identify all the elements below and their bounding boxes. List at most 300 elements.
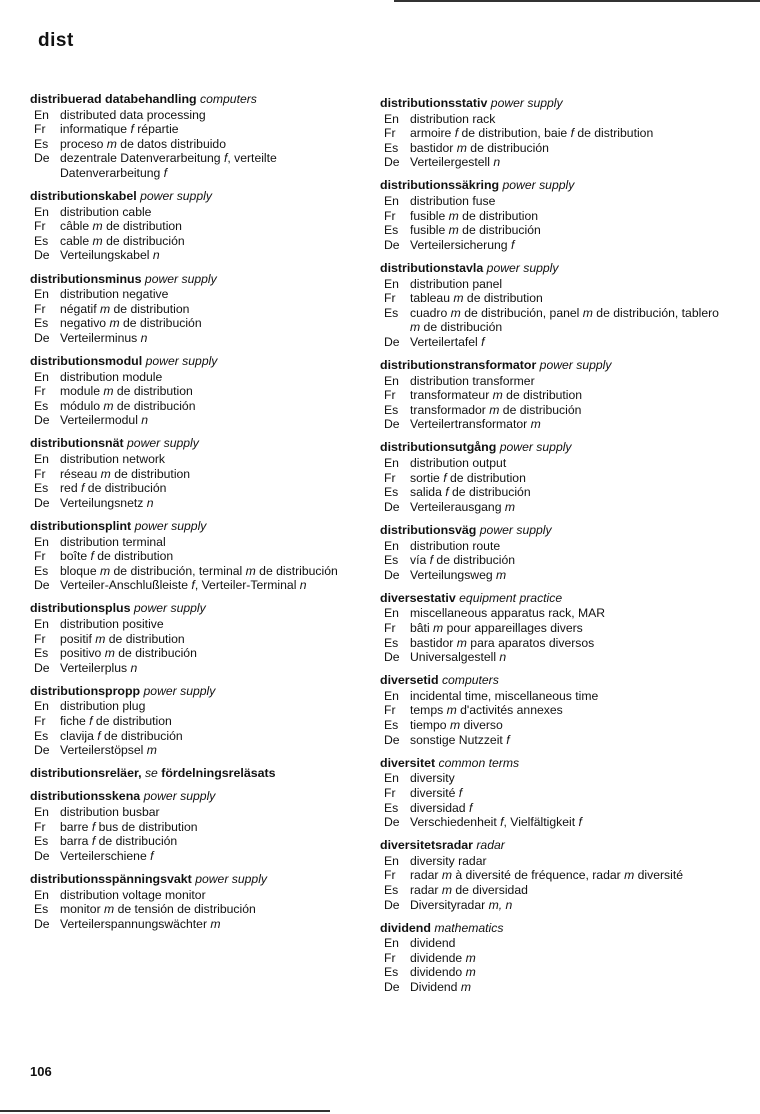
gender-label: m <box>99 563 111 578</box>
gender-label: n <box>141 413 149 428</box>
translation-es <box>380 306 725 335</box>
gender-label: m <box>456 140 467 155</box>
translation-de <box>380 733 725 748</box>
language-code: Es <box>34 834 49 849</box>
gender-label: m <box>92 219 103 234</box>
translation-de <box>380 417 725 432</box>
subject-domain: computers <box>200 92 257 106</box>
gender-label: m <box>504 499 516 514</box>
translation-en <box>30 699 370 714</box>
language-code: De <box>384 650 400 665</box>
translation-de <box>380 335 725 350</box>
language-code: Fr <box>384 950 396 965</box>
translation-en <box>380 277 725 292</box>
translation-es <box>380 553 725 568</box>
translation-es <box>30 902 370 917</box>
dictionary-entry <box>30 789 370 863</box>
translation-term: temps m d'activités annexes <box>410 703 563 718</box>
language-code: De <box>384 897 400 912</box>
language-code: Es <box>34 136 49 151</box>
translation-fr <box>30 820 370 835</box>
left-column <box>30 92 370 940</box>
translation-term: Diversityradar m, n <box>410 897 513 912</box>
translation-term: fiche f de distribution <box>60 714 172 729</box>
dictionary-entry <box>30 436 370 510</box>
headword: diversestativ <box>380 590 456 605</box>
language-code: De <box>34 848 50 863</box>
translation-fr <box>380 621 725 636</box>
translation-fr <box>380 951 725 966</box>
translation-term: Verteilungsnetz n <box>60 495 154 510</box>
language-code: Es <box>384 402 399 417</box>
translation-term: bastidor m para aparatos diversos <box>410 635 595 650</box>
translation-fr <box>30 384 370 399</box>
translation-term: cable m de distribución <box>60 233 185 248</box>
gender-label: m <box>92 233 103 248</box>
translation-term: positif m de distribution <box>60 631 185 646</box>
translation-en <box>30 108 370 123</box>
language-code: En <box>34 369 49 384</box>
language-code: En <box>384 538 399 553</box>
headword: dividend <box>380 920 431 935</box>
language-code: Fr <box>384 208 396 223</box>
translation-en <box>380 374 725 389</box>
gender-label: m <box>146 743 157 758</box>
dictionary-entry <box>380 838 725 912</box>
language-code: Fr <box>34 631 46 646</box>
language-code: En <box>384 276 399 291</box>
translation-fr <box>30 122 370 137</box>
translation-term: distribution network <box>60 452 165 467</box>
headword: distributionsväg <box>380 522 477 537</box>
headword-line <box>380 673 725 688</box>
subject-domain: common terms <box>438 755 520 770</box>
translation-term: tableau m de distribution <box>410 291 543 306</box>
translation-term: red f de distribución <box>60 481 167 496</box>
translation-en <box>30 535 370 550</box>
language-code: En <box>34 287 49 302</box>
gender-label: n <box>152 248 160 263</box>
translation-de <box>30 151 370 180</box>
translation-es <box>30 646 370 661</box>
translation-term: Verteilerstöpsel m <box>60 743 157 758</box>
language-code: En <box>34 107 49 122</box>
translation-term: diversité f <box>410 785 463 800</box>
translation-fr <box>380 126 725 141</box>
translation-term: diversity radar <box>410 853 487 868</box>
dictionary-entry <box>30 766 370 781</box>
language-code: En <box>384 373 399 388</box>
gender-label: m <box>100 466 111 481</box>
translation-term: bâti m pour appareillages divers <box>410 621 583 635</box>
gender-label: f <box>570 126 574 141</box>
language-code: Es <box>34 316 49 331</box>
translation-term: distribution positive <box>60 617 164 631</box>
gender-label: m <box>210 916 221 931</box>
language-code: De <box>384 237 400 252</box>
headword-line <box>380 523 725 538</box>
headword: distributionsutgång <box>380 440 497 455</box>
subject-domain: power supply <box>143 789 216 804</box>
translation-de <box>380 238 725 253</box>
translation-en <box>380 606 725 621</box>
translation-term: distribution terminal <box>60 534 166 549</box>
translation-term: Universalgestell n <box>410 650 507 665</box>
headword-line <box>380 756 725 771</box>
language-code: En <box>34 699 49 714</box>
language-code: En <box>34 617 49 631</box>
gender-label: f <box>500 815 504 830</box>
language-code: En <box>384 853 399 868</box>
gender-label: m <box>465 965 476 980</box>
translation-fr <box>380 868 725 883</box>
translation-term: distribution route <box>410 538 501 553</box>
translation-es <box>380 883 725 898</box>
bottom-rule <box>0 1110 330 1112</box>
translation-term: distribution busbar <box>60 805 160 820</box>
translation-fr <box>30 467 370 482</box>
translation-de <box>380 500 725 515</box>
subject-domain: power supply <box>486 260 559 275</box>
language-code: En <box>34 534 49 549</box>
translation-es <box>380 718 725 733</box>
translation-en <box>30 805 370 820</box>
translation-term: monitor m de tensión de distribución <box>60 902 256 917</box>
see-reference-label: se <box>144 766 158 781</box>
gender-label: m <box>104 646 115 661</box>
translation-fr <box>380 703 725 718</box>
headword: diversitet <box>380 755 436 770</box>
language-code: Es <box>34 481 49 496</box>
headword: distribuerad databehandling <box>30 92 197 106</box>
translation-de <box>30 496 370 511</box>
language-code: Es <box>384 718 399 733</box>
headword-line <box>380 96 725 111</box>
headword: distributionsnät <box>30 436 124 451</box>
gender-label: m <box>450 305 461 320</box>
headword-line <box>30 872 370 887</box>
language-code: En <box>34 887 49 902</box>
gender-label: m <box>95 631 106 646</box>
gender-label: f <box>445 485 449 500</box>
gender-label: f <box>90 549 94 564</box>
language-code: Fr <box>384 388 396 403</box>
language-code: Es <box>384 223 399 238</box>
gender-label: m <box>109 316 120 331</box>
headword-line <box>30 684 370 699</box>
headword: distributionsreläer, <box>30 766 142 781</box>
dictionary-entry <box>380 440 725 514</box>
translation-term: barre f bus de distribution <box>60 819 198 834</box>
gender-label: f <box>130 122 134 137</box>
language-code: Fr <box>34 122 46 137</box>
gender-label: f <box>454 126 459 141</box>
subject-domain: power supply <box>140 189 212 204</box>
gender-label: m <box>441 883 452 897</box>
right-column <box>380 96 725 1003</box>
subject-domain: power supply <box>127 436 199 451</box>
language-code: Es <box>384 305 399 320</box>
translation-term: incidental time, miscellaneous time <box>410 688 599 703</box>
translation-de <box>380 650 725 665</box>
translation-term: proceso m de datos distribuido <box>60 136 226 151</box>
translation-en <box>30 287 370 302</box>
gender-label: m <box>103 398 114 413</box>
see-reference-target[interactable]: fördelningsreläsats <box>161 766 276 781</box>
translation-term: boîte f de distribution <box>60 549 174 564</box>
headword-line <box>30 436 370 451</box>
gender-label: f <box>91 819 96 834</box>
translation-de <box>30 578 370 593</box>
gender-label: m <box>449 718 461 733</box>
dictionary-entry <box>30 189 370 263</box>
translation-term: distribution plug <box>60 699 146 714</box>
language-code: De <box>34 413 50 428</box>
headword-line <box>380 921 725 936</box>
translation-en <box>30 452 370 467</box>
dictionary-entry <box>30 872 370 931</box>
translation-term: dividendo m <box>410 965 476 980</box>
language-code: Fr <box>34 819 46 834</box>
language-code: De <box>34 248 50 263</box>
translation-en <box>380 539 725 554</box>
translation-term: Verteilungskabel n <box>60 248 160 263</box>
subject-domain: power supply <box>479 522 552 537</box>
language-code: En <box>34 204 49 219</box>
translation-term: réseau m de distribution <box>60 466 191 481</box>
translation-term: distribution output <box>410 456 507 471</box>
gender-label: m <box>448 208 459 223</box>
gender-label: m, n <box>488 897 513 912</box>
subject-domain: computers <box>441 673 499 688</box>
gender-label: m <box>453 291 464 306</box>
headword-line <box>380 440 725 455</box>
dictionary-entry <box>380 921 725 995</box>
language-code: Es <box>384 800 399 815</box>
translation-de <box>30 849 370 864</box>
translation-term: Verteilerplus n <box>60 660 138 675</box>
translation-term: Verteilersicherung f <box>410 237 515 252</box>
translation-es <box>30 564 370 579</box>
gender-label: f <box>150 848 154 863</box>
language-code: Es <box>384 965 399 980</box>
gender-label: m <box>410 320 421 335</box>
translation-term: distributed data processing <box>60 107 206 122</box>
language-code: De <box>34 330 50 345</box>
translation-term: Verteilertransformator m <box>410 417 541 432</box>
dictionary-entry <box>380 756 725 830</box>
subject-domain: power supply <box>133 601 206 616</box>
translation-fr <box>30 714 370 729</box>
translation-term: distribution rack <box>410 111 496 126</box>
translation-term: distribution cable <box>60 204 152 219</box>
translation-term: distribution negative <box>60 287 169 302</box>
gender-label: m <box>245 563 256 578</box>
language-code: De <box>34 916 50 931</box>
subject-domain: mathematics <box>434 920 504 935</box>
subject-domain: power supply <box>490 96 563 110</box>
language-code: En <box>384 771 399 786</box>
translation-term: negativo m de distribución <box>60 316 202 331</box>
translation-term: Verschiedenheit f, Vielfältigkeit f <box>410 815 582 830</box>
translation-term: positivo m de distribución <box>60 646 197 661</box>
dictionary-entry <box>380 358 725 432</box>
translation-term: distribution panel <box>410 276 503 291</box>
headword: distributionsstativ <box>380 96 488 110</box>
dictionary-entry <box>30 519 370 593</box>
translation-term: distribution voltage monitor <box>60 887 206 902</box>
translation-term: bastidor m de distribución <box>410 140 549 155</box>
translation-fr <box>380 209 725 224</box>
language-code: Fr <box>384 868 396 883</box>
headword-line <box>30 354 370 369</box>
translation-term: distribution fuse <box>410 194 496 209</box>
translation-term: sortie f de distribution <box>410 470 526 485</box>
language-code: Es <box>34 563 49 578</box>
translation-term: diversity <box>410 771 455 786</box>
gender-label: m <box>582 305 593 320</box>
subject-domain: power supply <box>143 683 216 698</box>
language-code: Fr <box>384 621 396 635</box>
language-code: Es <box>384 883 399 897</box>
headword-line <box>30 189 370 204</box>
translation-term: módulo m de distribución <box>60 398 196 413</box>
gender-label: n <box>140 330 148 345</box>
translation-fr <box>30 632 370 647</box>
translation-fr <box>30 302 370 317</box>
translation-es <box>380 223 725 238</box>
language-code: En <box>384 606 399 621</box>
headword: distributionsmodul <box>30 354 143 368</box>
language-code: Fr <box>34 549 46 564</box>
translation-es <box>30 481 370 496</box>
language-code: Fr <box>34 384 46 399</box>
subject-domain: power supply <box>144 271 217 286</box>
language-code: De <box>384 815 400 830</box>
language-code: En <box>384 936 399 951</box>
gender-label: m <box>441 868 452 883</box>
subject-domain: power supply <box>195 871 267 886</box>
headword: diversitetsradar <box>380 838 473 853</box>
translation-term: clavija f de distribución <box>60 728 183 743</box>
translation-de <box>30 661 370 676</box>
gender-label: m <box>103 384 114 399</box>
translation-en <box>380 112 725 127</box>
gender-label: f <box>163 165 168 180</box>
translation-term: Verteilerausgang m <box>410 499 516 514</box>
headword-line <box>380 178 725 193</box>
translation-term: Verteilertafel f <box>410 334 485 349</box>
gender-label: m <box>433 621 444 635</box>
translation-es <box>30 316 370 331</box>
headword: distributionsplint <box>30 518 132 533</box>
translation-term: Verteilerschiene f <box>60 848 154 863</box>
translation-de <box>380 155 725 170</box>
translation-de <box>380 568 725 583</box>
translation-es <box>380 403 725 418</box>
gender-label: f <box>443 470 447 485</box>
language-code: Es <box>384 140 399 155</box>
language-code: Fr <box>34 219 46 234</box>
translation-fr <box>380 786 725 801</box>
translation-term: Verteiler-Anschlußleiste f, Verteiler-Terminal n <box>60 578 307 593</box>
translation-term: module m de distribution <box>60 384 193 399</box>
translation-en <box>380 456 725 471</box>
language-code: En <box>34 452 49 467</box>
gender-label: f <box>223 151 228 166</box>
dictionary-entry <box>30 92 370 181</box>
language-code: De <box>384 980 400 995</box>
headword-line <box>30 601 370 616</box>
headword-line <box>380 838 725 853</box>
language-code: Fr <box>384 126 396 141</box>
language-code: Es <box>384 553 399 568</box>
translation-term: fusible m de distribución <box>410 223 541 238</box>
dictionary-entry <box>380 96 725 170</box>
language-code: Es <box>34 398 49 413</box>
gender-label: f <box>97 728 101 743</box>
translation-fr <box>380 388 725 403</box>
language-code: De <box>34 151 50 166</box>
dictionary-entry <box>30 272 370 346</box>
language-code: Fr <box>34 714 46 729</box>
headword: distributionsskena <box>30 789 141 804</box>
translation-term: cuadro m de distribución, panel m de distribución, tablero m de distribución <box>410 305 719 335</box>
headword: distributionstavla <box>380 260 484 275</box>
language-code: De <box>384 499 400 514</box>
translation-term: radar m à diversité de fréquence, radar m diversité <box>410 868 684 883</box>
gender-label: m <box>624 868 635 883</box>
gender-label: m <box>106 136 117 151</box>
language-code: Es <box>34 728 49 743</box>
translation-de <box>30 917 370 932</box>
translation-de <box>30 743 370 758</box>
headword-line <box>30 92 370 107</box>
translation-de <box>380 898 725 913</box>
translation-fr <box>30 549 370 564</box>
translation-term: Dividend m <box>410 980 471 995</box>
language-code: Fr <box>384 703 396 718</box>
gender-label: f <box>91 834 96 849</box>
gender-label: n <box>130 660 138 675</box>
headword: distributionsspänningsvakt <box>30 871 192 886</box>
translation-de <box>380 980 725 995</box>
gender-label: m <box>448 223 459 238</box>
language-code: Es <box>34 646 49 661</box>
headword-line <box>30 272 370 287</box>
translation-en <box>30 888 370 903</box>
language-code: En <box>384 194 399 209</box>
gender-label: m <box>104 902 115 917</box>
language-code: Fr <box>34 301 46 316</box>
gender-label: m <box>530 417 541 432</box>
headword-line <box>30 519 370 534</box>
language-code: De <box>384 417 400 432</box>
headword: distributionsplus <box>30 601 131 616</box>
language-code: En <box>384 456 399 471</box>
gender-label: f <box>191 578 195 593</box>
translation-term: tiempo m diverso <box>410 718 503 733</box>
translation-es <box>380 636 725 651</box>
translation-term: vía f de distribución <box>410 553 516 568</box>
subject-domain: equipment practice <box>459 590 563 605</box>
page-number: 106 <box>30 1064 52 1079</box>
gender-label: m <box>456 635 467 650</box>
language-code: De <box>34 660 50 675</box>
headword: distributionstransformator <box>380 358 537 372</box>
subject-domain: power supply <box>134 518 207 533</box>
language-code: En <box>34 805 49 820</box>
